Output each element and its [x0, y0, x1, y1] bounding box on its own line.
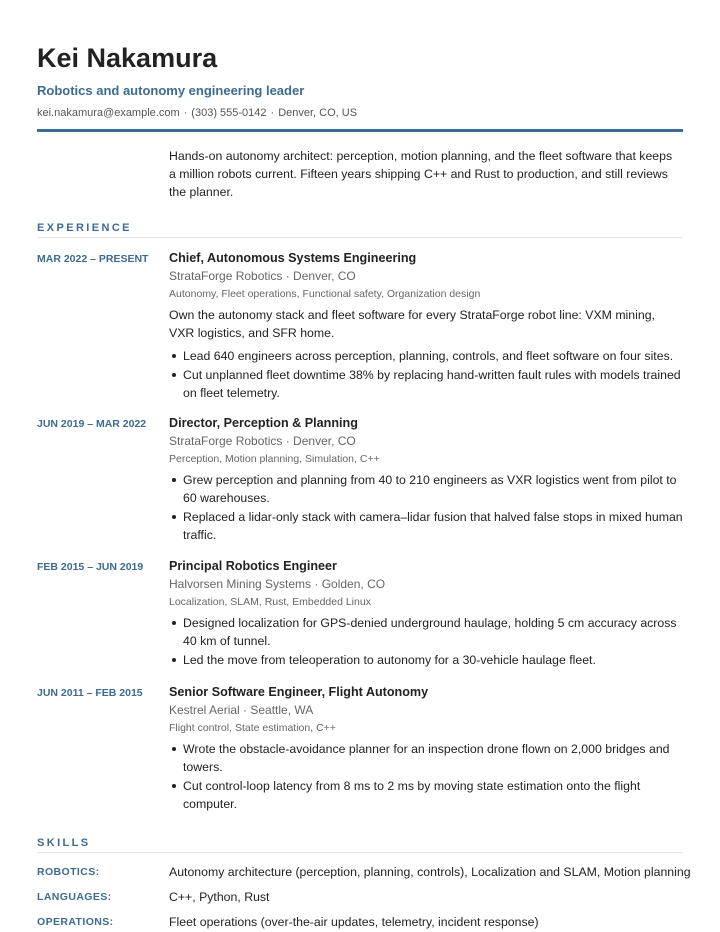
- job-organization: Halvorsen Mining Systems · Golden, CO: [169, 577, 386, 591]
- job-bullets: [169, 347, 683, 402]
- job-tags: Perception, Motion planning, Simulation, C++: [169, 453, 380, 465]
- job-title: Chief, Autonomous Systems Engineering: [169, 251, 417, 265]
- job-title: Principal Robotics Engineer: [169, 559, 337, 573]
- job-bullet: Wrote the obstacle-avoidance planner for an inspection drone flown on 2,000 bridges and towers.: [169, 740, 683, 776]
- job-dates: MAR 2022 – PRESENT: [37, 253, 149, 265]
- job-tags: Localization, SLAM, Rust, Embedded Linux: [169, 596, 371, 608]
- resume-header: [37, 42, 683, 120]
- job-bullet: Led the move from teleoperation to autonomy for a 30-vehicle haulage fleet.: [169, 651, 683, 669]
- candidate-headline: Robotics and autonomy engineering leader: [37, 83, 305, 98]
- contact-separator: ·: [183, 107, 188, 119]
- job-body: [169, 415, 683, 545]
- experience-section-title: EXPERIENCE: [37, 222, 132, 234]
- job-tags: Autonomy, Fleet operations, Functional safety, Organization design: [169, 288, 481, 300]
- contact-phone[interactable]: (303) 555-0142: [191, 107, 267, 119]
- bullet-dot-icon: [172, 621, 176, 625]
- job-organization: StrataForge Robotics · Denver, CO: [169, 269, 356, 283]
- bullet-dot-icon: [172, 478, 176, 482]
- job-title: Senior Software Engineer, Flight Autonomy: [169, 685, 429, 699]
- job-title: Director, Perception & Planning: [169, 416, 358, 430]
- job-body: [169, 684, 683, 814]
- skills-section-title: SKILLS: [37, 837, 91, 849]
- contact-location: Denver, CO, US: [278, 107, 358, 119]
- candidate-name: Kei Nakamura: [37, 43, 218, 73]
- job-bullet: Designed localization for GPS-denied underground haulage, holding 5 cm accuracy across 40 km of tunnel.: [169, 614, 683, 650]
- contact-email[interactable]: kei.nakamura@example.com: [37, 107, 180, 119]
- bullet-dot-icon: [172, 658, 176, 662]
- bullet-dot-icon: [172, 354, 176, 358]
- job-bullet: Lead 640 engineers across perception, planning, controls, and fleet software on four sites.: [169, 347, 683, 365]
- bullet-dot-icon: [172, 747, 176, 751]
- experience-section-divider: [37, 237, 683, 238]
- bullet-dot-icon: [172, 373, 176, 377]
- job-bullets: [169, 740, 683, 813]
- skills-section-divider: [37, 852, 683, 853]
- job-bullets: [169, 614, 683, 669]
- skill-label: OPERATIONS:: [37, 916, 114, 928]
- skill-value: Autonomy architecture (perception, planning, controls), Localization and SLAM, Motion planning: [169, 865, 691, 879]
- skill-row: [37, 863, 691, 881]
- job-body: [169, 558, 683, 670]
- job-dates: FEB 2015 – JUN 2019: [37, 561, 144, 573]
- job-body: [169, 250, 683, 403]
- job-organization: Kestrel Aerial · Seattle, WA: [169, 703, 314, 717]
- job-bullets: [169, 471, 683, 544]
- header-divider: [37, 129, 683, 132]
- skill-label: ROBOTICS:: [37, 866, 100, 878]
- job-bullet: Cut unplanned fleet downtime 38% by replacing hand-written fault rules with models trained on fleet telemetry.: [169, 366, 683, 402]
- bullet-dot-icon: [172, 515, 176, 519]
- contact-line: [37, 106, 683, 120]
- job-dates: JUN 2011 – FEB 2015: [37, 687, 143, 699]
- skill-value: Fleet operations (over-the-air updates, telemetry, incident response): [169, 915, 539, 929]
- skill-row: [37, 888, 683, 906]
- bullet-dot-icon: [172, 784, 176, 788]
- job-organization: StrataForge Robotics · Denver, CO: [169, 434, 356, 448]
- skill-row: [37, 913, 683, 931]
- job-dates: JUN 2019 – MAR 2022: [37, 418, 147, 430]
- summary-text: Hands-on autonomy architect: perception, motion planning, and the fleet software that keeps a million robots current. Fifteen years shipping C++ and Rust to production, and still reviews the planner.: [169, 149, 673, 199]
- skill-value: C++, Python, Rust: [169, 890, 270, 904]
- job-description: Own the autonomy stack and fleet software for every StrataForge robot line: VXM mining, VXR logistics, and SFR home.: [169, 308, 655, 340]
- job-bullet: Replaced a lidar-only stack with camera–lidar fusion that halved false stops in mixed human traffic.: [169, 508, 683, 544]
- job-bullet: Grew perception and planning from 40 to 210 engineers as VXR logistics went from pilot to 60 warehouses.: [169, 471, 683, 507]
- contact-separator: ·: [270, 107, 275, 119]
- job-tags: Flight control, State estimation, C++: [169, 722, 336, 734]
- skill-label: LANGUAGES:: [37, 891, 112, 903]
- job-bullet: Cut control-loop latency from 8 ms to 2 ms by moving state estimation onto the flight computer.: [169, 777, 683, 813]
